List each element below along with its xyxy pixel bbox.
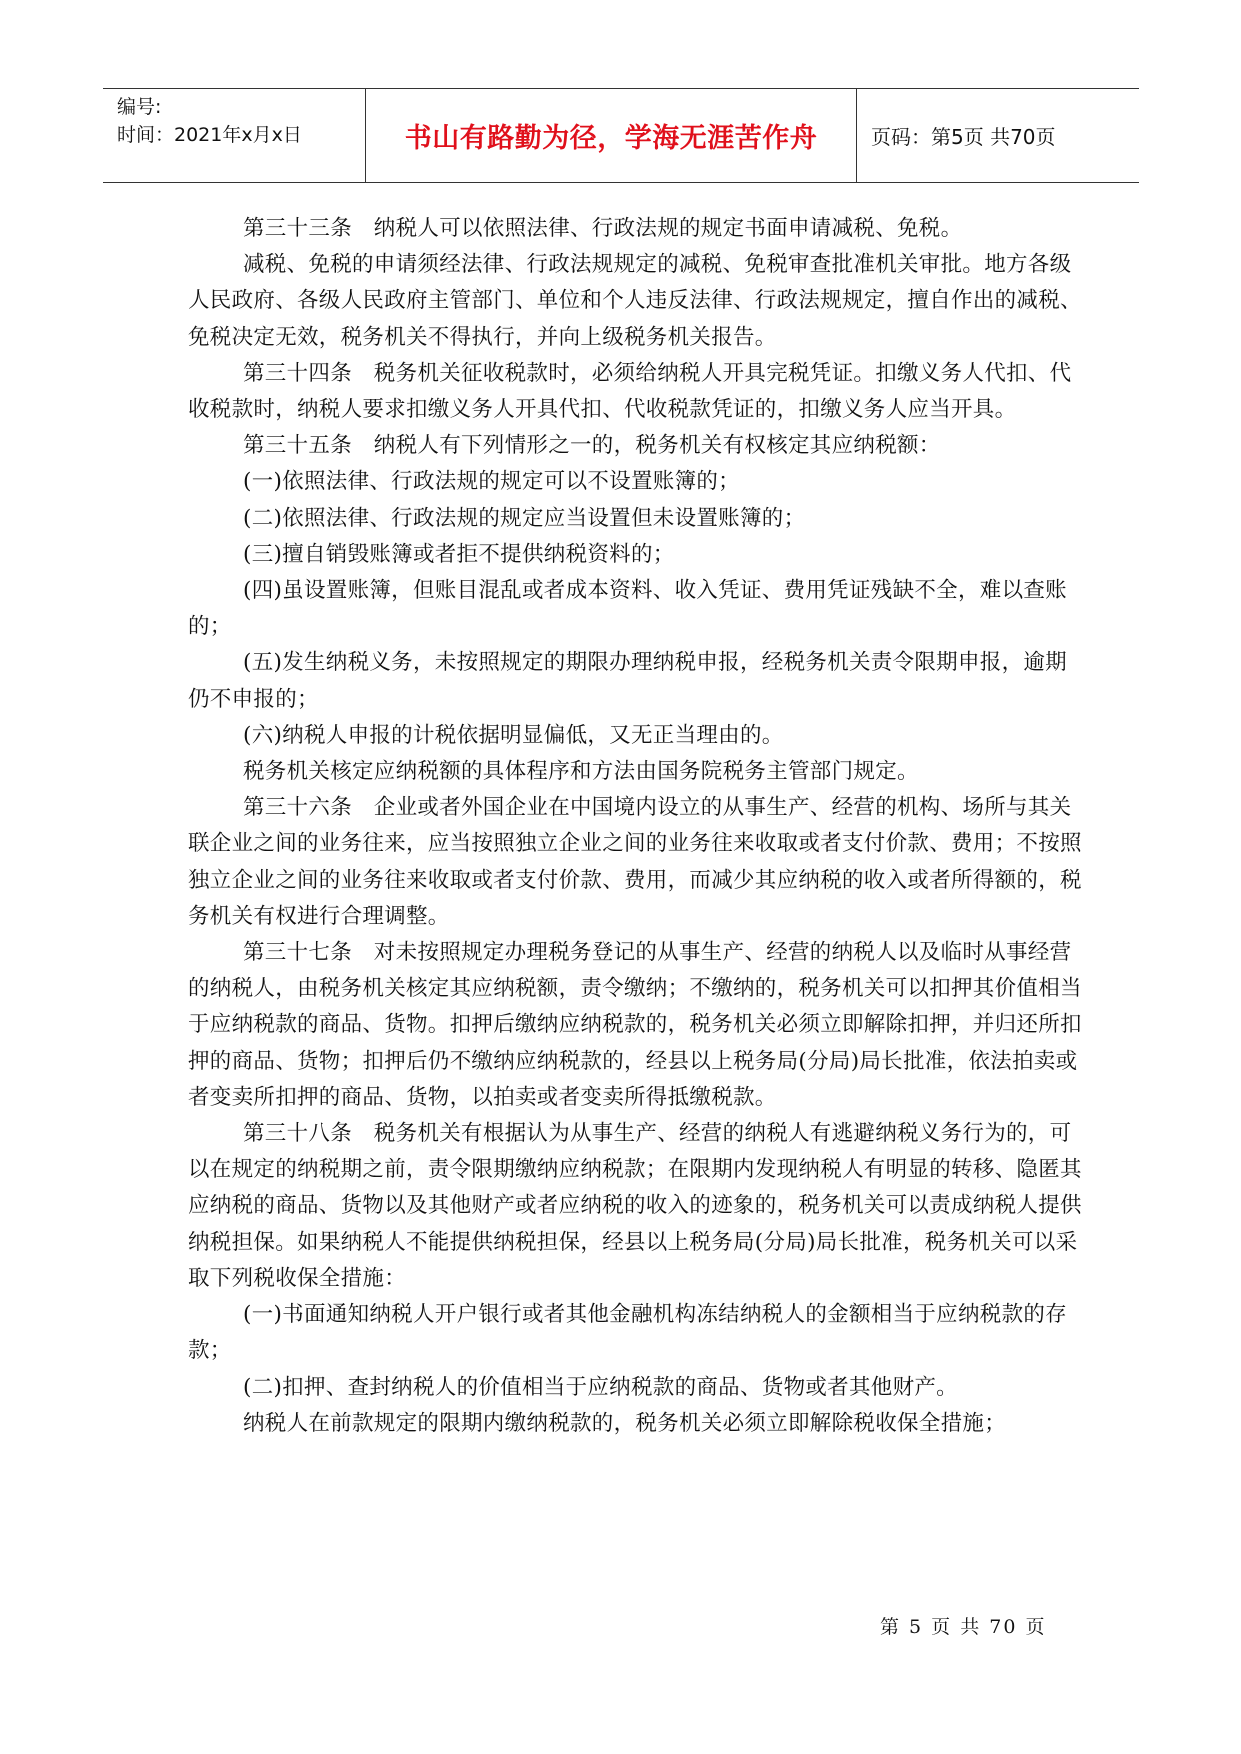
paragraph: (四)虽设置账簿，但账目混乱或者成本资料、收入凭证、费用凭证残缺不全，难以查账的；	[188, 578, 1067, 640]
paragraph: (五)发生纳税义务，未按照规定的期限办理纳税申报，经税务机关责令限期申报，逾期仍不申报的；	[188, 650, 1067, 712]
paragraph: 税务机关核定应纳税额的具体程序和方法由国务院税务主管部门规定。	[243, 759, 919, 785]
paragraph: 第三十七条 对未按照规定办理税务登记的从事生产、经营的纳税人以及临时从事经营的纳税人，由税务机关核定其应纳税额，责令缴纳；不缴纳的，税务机关可以扣押其价值相当于应纳税款的商品、货物。扣押后缴纳应纳税款的，税务机关必须立即解除扣押，并归还所扣押的商品、货物；扣押后仍不缴纳应纳税款的，经县以上税务局(分局)局长批准，依法拍卖或者变卖所扣押的商品、货物，以拍卖或者变卖所得抵缴税款。	[188, 940, 1082, 1110]
paragraph: (一)书面通知纳税人开户银行或者其他金融机构冻结纳税人的金额相当于应纳税款的存款；	[188, 1302, 1067, 1364]
paragraph: (一)依照法律、行政法规的规定可以不设置账簿的；	[243, 469, 740, 495]
paragraph: 第三十六条 企业或者外国企业在中国境内设立的从事生产、经营的机构、场所与其关联企业之间的业务往来，应当按照独立企业之间的业务往来收取或者支付价款、费用；不按照独立企业之间的业务往来收取或者支付价款、费用，而减少其应纳税的收入或者所得额的，税务机关有权进行合理调整。	[188, 795, 1082, 929]
header-motto: 书山有路勤为径，学海无涯苦作舟	[366, 89, 857, 182]
header-meta	[103, 89, 366, 182]
paragraph: 减税、免税的申请须经法律、行政法规规定的减税、免税审查批准机关审批。地方各级人民政府、各级人民政府主管部门、单位和个人违反法律、行政法规规定，擅自作出的减税、免税决定无效，税务机关不得执行，并向上级税务机关报告。	[188, 252, 1082, 350]
paragraph: (二)扣押、查封纳税人的价值相当于应纳税款的商品、货物或者其他财产。	[243, 1374, 958, 1400]
document-body	[188, 211, 1088, 1442]
header-page-label: 页码：第5页 共70页	[871, 125, 1056, 149]
document-time-label: 时间：2021年x月x日	[117, 124, 302, 146]
paragraph: 第三十五条 纳税人有下列情形之一的，税务机关有权核定其应纳税额：	[243, 433, 941, 459]
page-header	[103, 88, 1139, 183]
paragraph: (二)依照法律、行政法规的规定应当设置但未设置账簿的；	[243, 505, 806, 531]
paragraph: 纳税人在前款规定的限期内缴纳税款的，税务机关必须立即解除税收保全措施；	[243, 1410, 1007, 1436]
page-footer: 第 5 页 共 70 页	[880, 1616, 1047, 1638]
paragraph: 第三十四条 税务机关征收税款时，必须给纳税人开具完税凭证。扣缴义务人代扣、代收税款时，纳税人要求扣缴义务人开具代扣、代收税款凭证的，扣缴义务人应当开具。	[188, 360, 1072, 423]
paragraph: (六)纳税人申报的计税依据明显偏低，又无正当理由的。	[243, 722, 784, 748]
paragraph: 第三十三条 纳税人可以依照法律、行政法规的规定书面申请减税、免税。	[243, 216, 963, 241]
paragraph: (三)擅自销毁账簿或者拒不提供纳税资料的；	[243, 541, 675, 567]
document-number-label: 编号:	[117, 96, 162, 118]
paragraph: 第三十八条 税务机关有根据认为从事生产、经营的纳税人有逃避纳税义务行为的，可以在规定的纳税期之前，责令限期缴纳应纳税款；在限期内发现纳税人有明显的转移、隐匿其应纳税的商品、货物以及其他财产或者应纳税的收入的迹象的，税务机关可以责成纳税人提供纳税担保。如果纳税人不能提供纳税担保，经县以上税务局(分局)局长批准，税务机关可以采取下列税收保全措施：	[188, 1121, 1082, 1291]
